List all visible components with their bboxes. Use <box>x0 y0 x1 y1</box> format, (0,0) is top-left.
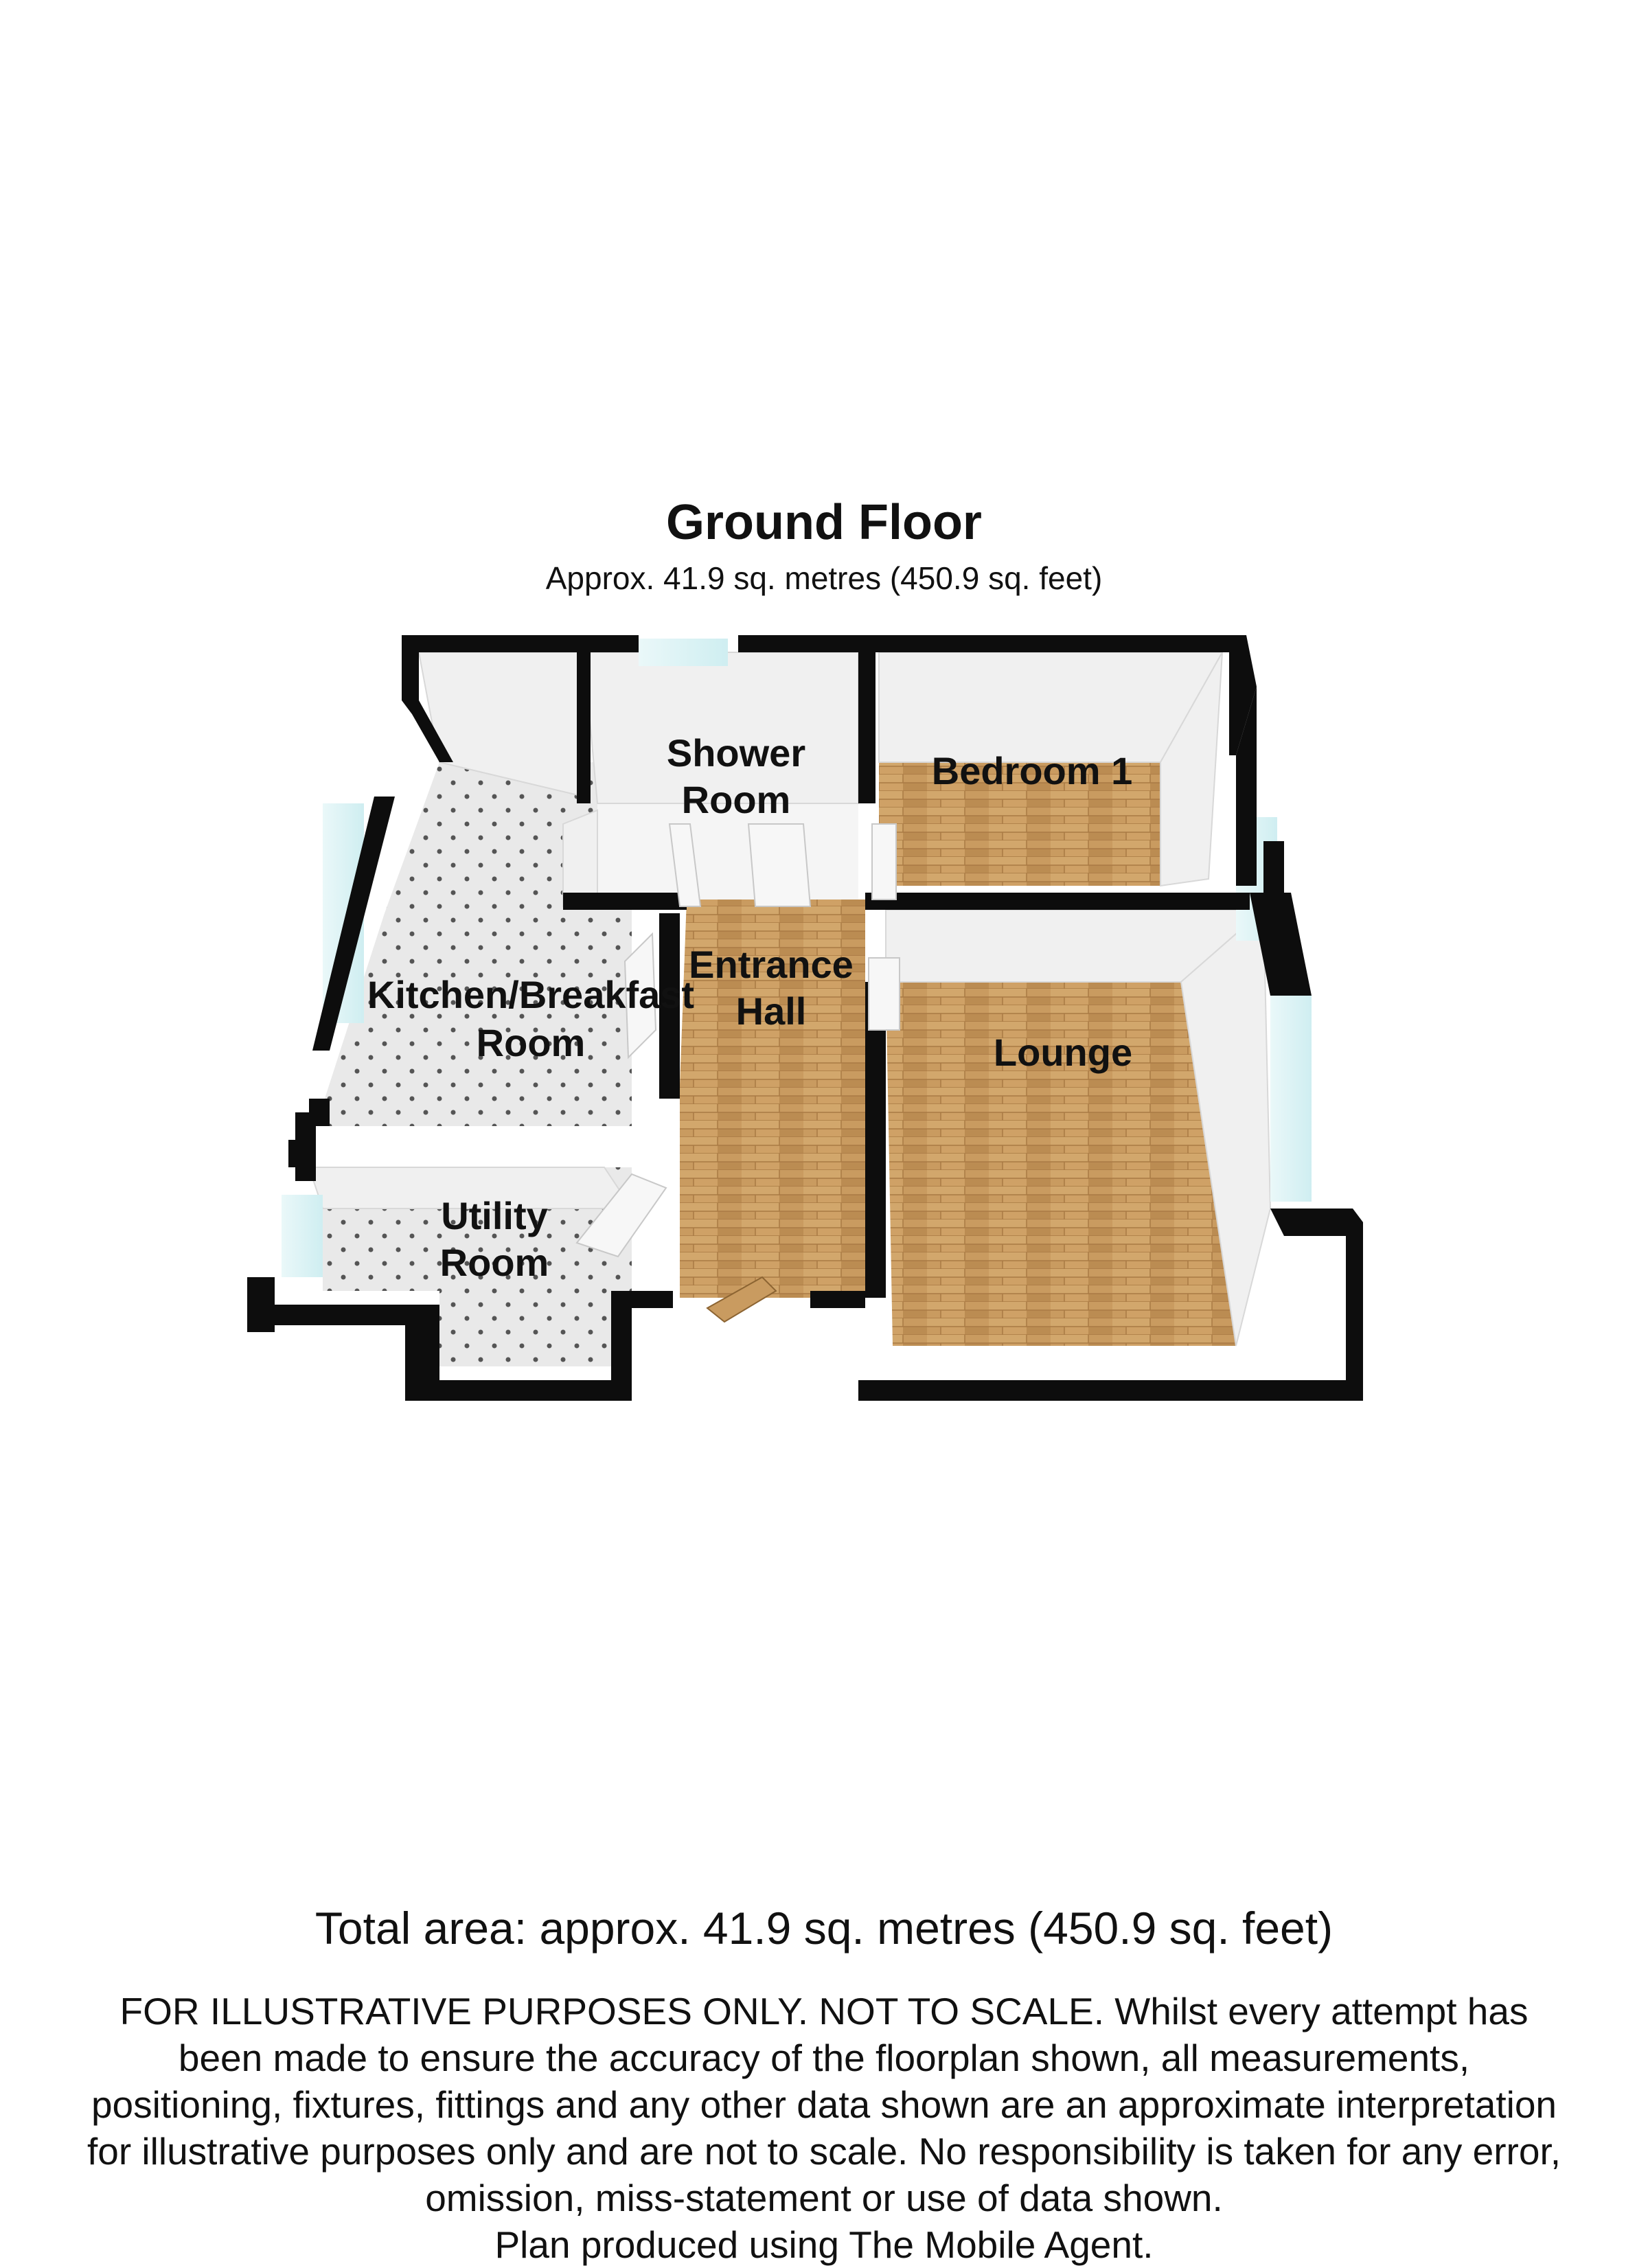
room-label-shower-line-1: Shower <box>666 731 806 775</box>
room-label-kitchen-line-2: Room <box>476 1021 586 1064</box>
room-label-bedroom-1: Bedroom 1 <box>931 749 1133 792</box>
disclaimer-line: Plan produced using The Mobile Agent. <box>494 2223 1154 2266</box>
bedroom-door <box>872 824 896 900</box>
room-label-lounge: Lounge <box>993 1031 1133 1074</box>
disclaimer-line: omission, miss-statement or use of data shown. <box>425 2177 1223 2219</box>
shower-room-door <box>748 824 810 906</box>
lounge-door <box>869 958 900 1030</box>
floor-title: Ground Floor <box>666 495 982 550</box>
floor-area: Approx. 41.9 sq. metres (450.9 sq. feet) <box>545 560 1103 596</box>
disclaimer <box>0 1988 1648 2268</box>
disclaimer-line: FOR ILLUSTRATIVE PURPOSES ONLY. NOT TO SCALE. Whilst every attempt has <box>119 1990 1529 2032</box>
room-label-entrance-line-2: Hall <box>735 989 807 1033</box>
room-label-shower-line-2: Room <box>681 778 791 821</box>
disclaimer-line: positioning, fixtures, fittings and any other data shown are an approximate interpretation <box>91 2083 1557 2126</box>
total-area: Total area: approx. 41.9 sq. metres (450.9 sq. feet) <box>314 1903 1334 1954</box>
disclaimer-line: for illustrative purposes only and are not to scale. No responsibility is taken for any error, <box>87 2130 1561 2173</box>
disclaimer-line: been made to ensure the accuracy of the floorplan shown, all measurements, <box>178 2037 1470 2079</box>
room-label-kitchen-line-1: Kitchen/Breakfast <box>367 973 695 1016</box>
room-label-utility-line-1: Utility <box>441 1194 548 1237</box>
room-label-entrance-line-1: Entrance <box>689 943 854 986</box>
room-label-utility-line-2: Room <box>439 1241 549 1284</box>
